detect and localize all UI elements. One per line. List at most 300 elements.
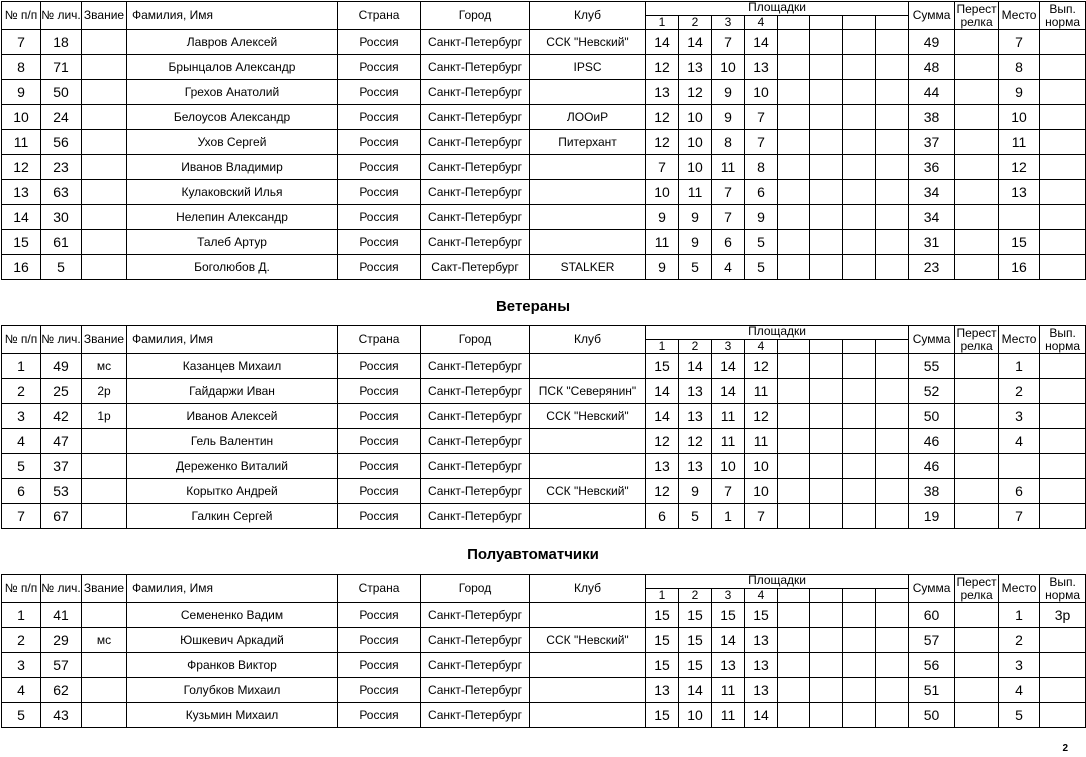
cell-site-score: 10: [679, 105, 712, 130]
cell-norm: [1040, 80, 1086, 105]
cell-site-score: [876, 703, 909, 728]
table-row: [2, 454, 1086, 479]
cell-club: [530, 230, 646, 255]
cell-city: Санкт-Петербург: [421, 429, 530, 454]
cell-site-score: [843, 130, 876, 155]
cell-sum: 57: [909, 628, 955, 653]
cell-shootoff: [955, 404, 999, 429]
header-site-num: [843, 589, 876, 603]
cell-club: STALKER: [530, 255, 646, 280]
cell-site-score: 12: [745, 354, 778, 379]
cell-place: 2: [999, 379, 1040, 404]
header-site-num: [810, 589, 843, 603]
cell-site-score: [843, 255, 876, 280]
cell-num: 3: [2, 404, 41, 429]
cell-place: 9: [999, 80, 1040, 105]
cell-num: 2: [2, 628, 41, 653]
cell-norm: [1040, 429, 1086, 454]
cell-name: Гайдаржи Иван: [127, 379, 338, 404]
cell-shootoff: [955, 703, 999, 728]
results-table: [1, 574, 1086, 728]
cell-country: Россия: [338, 180, 421, 205]
header-site-num: 1: [646, 340, 679, 354]
cell-site-score: [876, 30, 909, 55]
cell-city: Санкт-Петербург: [421, 230, 530, 255]
header-site-num: 2: [679, 589, 712, 603]
header-place: Место: [999, 575, 1040, 603]
cell-name: Боголюбов Д.: [127, 255, 338, 280]
cell-site-score: [876, 80, 909, 105]
header-lic: № лич.: [41, 2, 82, 30]
cell-place: 12: [999, 155, 1040, 180]
cell-site-score: [778, 404, 810, 429]
cell-site-score: [876, 678, 909, 703]
cell-name: Иванов Алексей: [127, 404, 338, 429]
cell-country: Россия: [338, 255, 421, 280]
cell-lic: 49: [41, 354, 82, 379]
cell-site-score: 14: [679, 30, 712, 55]
header-place: Место: [999, 2, 1040, 30]
cell-site-score: 6: [712, 230, 745, 255]
cell-club: [530, 429, 646, 454]
cell-site-score: 5: [745, 230, 778, 255]
header-site-num: 1: [646, 16, 679, 30]
cell-rank: [82, 603, 127, 628]
cell-lic: 5: [41, 255, 82, 280]
cell-site-score: [810, 379, 843, 404]
cell-club: ЛООиР: [530, 105, 646, 130]
cell-site-score: [843, 404, 876, 429]
cell-club: [530, 180, 646, 205]
cell-site-score: [778, 479, 810, 504]
cell-site-score: 13: [712, 653, 745, 678]
header-club: Клуб: [530, 326, 646, 354]
cell-place: 13: [999, 180, 1040, 205]
cell-site-score: [843, 379, 876, 404]
cell-place: 15: [999, 230, 1040, 255]
cell-norm: [1040, 404, 1086, 429]
cell-country: Россия: [338, 628, 421, 653]
cell-club: ССК "Невский": [530, 479, 646, 504]
cell-num: 9: [2, 80, 41, 105]
cell-site-score: [810, 678, 843, 703]
cell-site-score: 7: [745, 130, 778, 155]
cell-sum: 55: [909, 354, 955, 379]
header-site-num: [810, 16, 843, 30]
cell-rank: [82, 429, 127, 454]
cell-site-score: 14: [679, 678, 712, 703]
cell-country: Россия: [338, 504, 421, 529]
table-row: [2, 80, 1086, 105]
cell-site-score: [843, 354, 876, 379]
header-site-num: [843, 340, 876, 354]
header-site-num: 2: [679, 16, 712, 30]
cell-rank: 1р: [82, 404, 127, 429]
cell-country: Россия: [338, 155, 421, 180]
cell-site-score: 10: [646, 180, 679, 205]
cell-site-score: 7: [712, 30, 745, 55]
cell-norm: [1040, 155, 1086, 180]
cell-club: [530, 354, 646, 379]
cell-num: 2: [2, 379, 41, 404]
cell-shootoff: [955, 354, 999, 379]
cell-city: Санкт-Петербург: [421, 180, 530, 205]
cell-lic: 30: [41, 205, 82, 230]
table-row: [2, 479, 1086, 504]
cell-shootoff: [955, 479, 999, 504]
cell-country: Россия: [338, 678, 421, 703]
cell-lic: 29: [41, 628, 82, 653]
cell-num: 3: [2, 653, 41, 678]
cell-num: 15: [2, 230, 41, 255]
cell-sum: 31: [909, 230, 955, 255]
cell-site-score: [778, 105, 810, 130]
cell-site-score: [876, 354, 909, 379]
cell-rank: [82, 55, 127, 80]
cell-site-score: 11: [646, 230, 679, 255]
cell-site-score: [778, 180, 810, 205]
cell-site-score: [778, 653, 810, 678]
cell-site-score: [778, 255, 810, 280]
cell-name: Корытко Андрей: [127, 479, 338, 504]
cell-shootoff: [955, 379, 999, 404]
cell-site-score: 13: [679, 404, 712, 429]
cell-site-score: [843, 504, 876, 529]
cell-lic: 41: [41, 603, 82, 628]
cell-site-score: 7: [712, 479, 745, 504]
cell-city: Санкт-Петербург: [421, 678, 530, 703]
cell-place: 6: [999, 479, 1040, 504]
cell-site-score: 13: [679, 55, 712, 80]
cell-site-score: 10: [679, 703, 712, 728]
cell-site-score: 5: [679, 255, 712, 280]
cell-site-score: [876, 479, 909, 504]
cell-place: 2: [999, 628, 1040, 653]
cell-site-score: 15: [712, 603, 745, 628]
cell-site-score: [876, 230, 909, 255]
cell-lic: 61: [41, 230, 82, 255]
cell-norm: [1040, 504, 1086, 529]
cell-site-score: 11: [679, 180, 712, 205]
header-lic: № лич.: [41, 326, 82, 354]
cell-site-score: 9: [679, 205, 712, 230]
table-row: [2, 30, 1086, 55]
header-site-num: 4: [745, 340, 778, 354]
cell-club: ССК "Невский": [530, 30, 646, 55]
cell-site-score: 14: [712, 379, 745, 404]
header-lic: № лич.: [41, 575, 82, 603]
cell-site-score: [778, 429, 810, 454]
cell-site-score: 11: [745, 429, 778, 454]
cell-rank: мс: [82, 628, 127, 653]
cell-site-score: 9: [712, 80, 745, 105]
cell-site-score: 11: [745, 379, 778, 404]
header-name: Фамилия, Имя: [127, 326, 338, 354]
header-site-num: 3: [712, 589, 745, 603]
table-row: [2, 130, 1086, 155]
header-site-num: [843, 16, 876, 30]
cell-rank: [82, 653, 127, 678]
cell-name: Лавров Алексей: [127, 30, 338, 55]
cell-site-score: 15: [646, 653, 679, 678]
cell-site-score: 9: [679, 479, 712, 504]
cell-site-score: [843, 80, 876, 105]
cell-site-score: [843, 479, 876, 504]
cell-norm: [1040, 678, 1086, 703]
cell-site-score: 13: [745, 55, 778, 80]
table-row: [2, 55, 1086, 80]
cell-club: [530, 155, 646, 180]
header-norm: Вып. норма: [1040, 2, 1086, 30]
cell-country: Россия: [338, 479, 421, 504]
cell-place: 3: [999, 404, 1040, 429]
cell-name: Иванов Владимир: [127, 155, 338, 180]
cell-norm: [1040, 30, 1086, 55]
cell-site-score: [810, 155, 843, 180]
cell-shootoff: [955, 504, 999, 529]
cell-shootoff: [955, 454, 999, 479]
cell-norm: [1040, 255, 1086, 280]
cell-site-score: [810, 703, 843, 728]
cell-site-score: 8: [712, 130, 745, 155]
cell-city: Санкт-Петербург: [421, 703, 530, 728]
cell-lic: 25: [41, 379, 82, 404]
header-rank: Звание: [82, 326, 127, 354]
cell-site-score: [876, 653, 909, 678]
cell-sum: 50: [909, 703, 955, 728]
header-norm: Вып. норма: [1040, 326, 1086, 354]
cell-site-score: [810, 230, 843, 255]
cell-site-score: [810, 105, 843, 130]
cell-city: Санкт-Петербург: [421, 80, 530, 105]
cell-site-score: 5: [679, 504, 712, 529]
cell-city: Санкт-Петербург: [421, 603, 530, 628]
cell-site-score: 13: [646, 454, 679, 479]
cell-site-score: 14: [679, 354, 712, 379]
section-title: Полуавтоматчики: [467, 546, 599, 563]
cell-sum: 34: [909, 180, 955, 205]
cell-site-score: [810, 603, 843, 628]
cell-club: ССК "Невский": [530, 628, 646, 653]
cell-site-score: 11: [712, 404, 745, 429]
cell-site-score: [843, 603, 876, 628]
cell-site-score: 15: [646, 354, 679, 379]
cell-site-score: 15: [646, 628, 679, 653]
cell-city: Санкт-Петербург: [421, 354, 530, 379]
header-country: Страна: [338, 326, 421, 354]
cell-site-score: [778, 354, 810, 379]
page-number: 2: [1062, 743, 1068, 754]
cell-rank: 2р: [82, 379, 127, 404]
header-name: Фамилия, Имя: [127, 575, 338, 603]
cell-place: 4: [999, 678, 1040, 703]
cell-shootoff: [955, 30, 999, 55]
cell-sum: 49: [909, 30, 955, 55]
cell-site-score: 10: [745, 80, 778, 105]
cell-club: [530, 454, 646, 479]
header-sites: [646, 2, 909, 16]
cell-norm: [1040, 479, 1086, 504]
cell-site-score: 11: [712, 678, 745, 703]
header-sum: Сумма: [909, 575, 955, 603]
cell-site-score: 14: [745, 30, 778, 55]
table-row: [2, 255, 1086, 280]
cell-site-score: 10: [745, 479, 778, 504]
cell-country: Россия: [338, 703, 421, 728]
cell-city: Санкт-Петербург: [421, 653, 530, 678]
cell-site-score: [778, 30, 810, 55]
cell-place: 10: [999, 105, 1040, 130]
header-place: Место: [999, 326, 1040, 354]
cell-rank: мс: [82, 354, 127, 379]
cell-rank: [82, 678, 127, 703]
cell-city: Санкт-Петербург: [421, 205, 530, 230]
cell-site-score: [810, 55, 843, 80]
cell-site-score: [810, 628, 843, 653]
cell-site-score: 14: [646, 379, 679, 404]
cell-rank: [82, 703, 127, 728]
header-site-num: 3: [712, 340, 745, 354]
header-country: Страна: [338, 2, 421, 30]
cell-site-score: 15: [646, 603, 679, 628]
cell-country: Россия: [338, 30, 421, 55]
cell-num: 4: [2, 678, 41, 703]
cell-name: Белоусов Александр: [127, 105, 338, 130]
cell-shootoff: [955, 230, 999, 255]
cell-site-score: [843, 653, 876, 678]
cell-name: Юшкевич Аркадий: [127, 628, 338, 653]
cell-club: ПСК "Северянин": [530, 379, 646, 404]
cell-name: Голубков Михаил: [127, 678, 338, 703]
cell-rank: [82, 180, 127, 205]
cell-site-score: 15: [745, 603, 778, 628]
cell-country: Россия: [338, 130, 421, 155]
table-row: [2, 603, 1086, 628]
cell-site-score: [876, 205, 909, 230]
cell-club: [530, 205, 646, 230]
header-sum: Сумма: [909, 2, 955, 30]
cell-site-score: 7: [745, 504, 778, 529]
cell-country: Россия: [338, 205, 421, 230]
table-row: [2, 230, 1086, 255]
cell-site-score: [810, 404, 843, 429]
cell-norm: [1040, 653, 1086, 678]
cell-norm: [1040, 379, 1086, 404]
cell-site-score: [810, 205, 843, 230]
cell-site-score: 14: [646, 404, 679, 429]
cell-shootoff: [955, 205, 999, 230]
cell-site-score: [778, 130, 810, 155]
cell-sum: 44: [909, 80, 955, 105]
cell-site-score: 14: [745, 703, 778, 728]
cell-site-score: 9: [679, 230, 712, 255]
cell-site-score: 7: [745, 105, 778, 130]
cell-site-score: 9: [745, 205, 778, 230]
cell-site-score: [843, 30, 876, 55]
cell-site-score: 15: [646, 703, 679, 728]
cell-sum: 60: [909, 603, 955, 628]
header-sites-label: Площадки: [748, 0, 806, 14]
cell-site-score: 14: [646, 30, 679, 55]
cell-country: Россия: [338, 354, 421, 379]
cell-site-score: 15: [679, 628, 712, 653]
cell-site-score: 10: [712, 454, 745, 479]
cell-site-score: [843, 429, 876, 454]
cell-lic: 37: [41, 454, 82, 479]
header-site-num: [778, 340, 810, 354]
cell-lic: 43: [41, 703, 82, 728]
cell-site-score: 12: [679, 429, 712, 454]
cell-site-score: [876, 379, 909, 404]
cell-norm: [1040, 230, 1086, 255]
cell-site-score: 12: [646, 429, 679, 454]
cell-norm: [1040, 205, 1086, 230]
cell-site-score: [876, 454, 909, 479]
cell-site-score: [876, 603, 909, 628]
cell-sum: 38: [909, 479, 955, 504]
cell-rank: [82, 155, 127, 180]
cell-name: Грехов Анатолий: [127, 80, 338, 105]
cell-site-score: [876, 180, 909, 205]
cell-site-score: [876, 255, 909, 280]
results-table: [1, 1, 1086, 280]
cell-site-score: [810, 429, 843, 454]
header-sum: Сумма: [909, 326, 955, 354]
cell-num: 16: [2, 255, 41, 280]
header-site-num: 4: [745, 16, 778, 30]
cell-site-score: 13: [679, 454, 712, 479]
cell-site-score: [876, 504, 909, 529]
cell-site-score: [778, 230, 810, 255]
cell-norm: [1040, 105, 1086, 130]
cell-site-score: [876, 429, 909, 454]
cell-shootoff: [955, 678, 999, 703]
table-row: [2, 404, 1086, 429]
cell-country: Россия: [338, 454, 421, 479]
cell-sum: 19: [909, 504, 955, 529]
cell-num: 10: [2, 105, 41, 130]
header-row: [2, 326, 1086, 340]
cell-site-score: [778, 678, 810, 703]
cell-site-score: 13: [745, 628, 778, 653]
header-city: Город: [421, 2, 530, 30]
cell-sum: 23: [909, 255, 955, 280]
cell-site-score: 14: [712, 628, 745, 653]
cell-site-score: 10: [679, 155, 712, 180]
cell-site-score: 7: [646, 155, 679, 180]
header-sites: [646, 326, 909, 340]
cell-site-score: [843, 105, 876, 130]
cell-club: [530, 678, 646, 703]
cell-num: 12: [2, 155, 41, 180]
table-row: [2, 379, 1086, 404]
cell-site-score: [843, 628, 876, 653]
table-row: [2, 105, 1086, 130]
cell-shootoff: [955, 80, 999, 105]
cell-site-score: [876, 130, 909, 155]
cell-site-score: [876, 628, 909, 653]
header-site-num: 3: [712, 16, 745, 30]
cell-site-score: 6: [646, 504, 679, 529]
cell-num: 4: [2, 429, 41, 454]
cell-lic: 50: [41, 80, 82, 105]
cell-rank: [82, 255, 127, 280]
cell-site-score: 9: [646, 255, 679, 280]
header-club: Клуб: [530, 2, 646, 30]
cell-site-score: [810, 653, 843, 678]
cell-shootoff: [955, 105, 999, 130]
table-row: [2, 703, 1086, 728]
